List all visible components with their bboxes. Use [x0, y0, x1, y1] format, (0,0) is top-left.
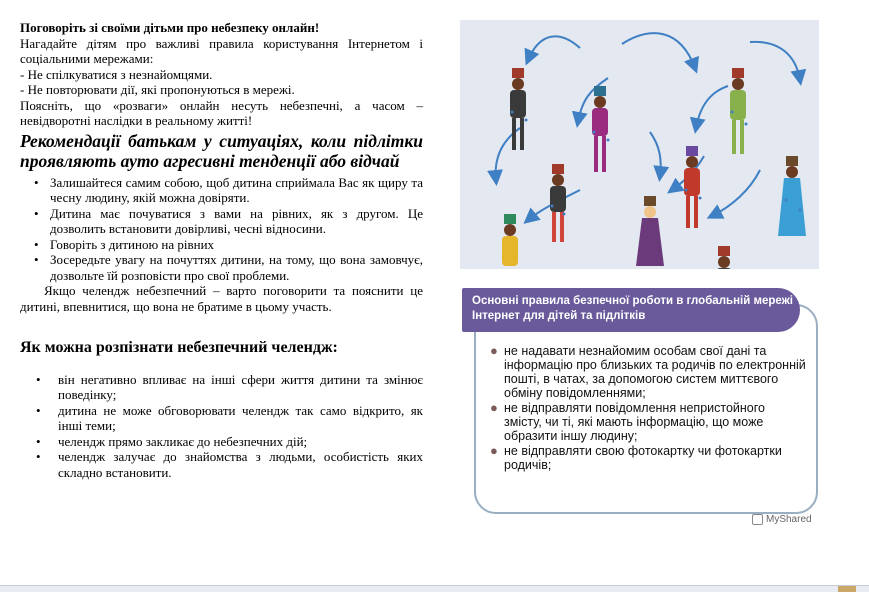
rules-list — [488, 344, 806, 473]
panel-title: Основні правила безпечної роботи в глобальній мережі Інтернет для дітей та підлітків — [472, 295, 794, 322]
list-item: • Зосередьте увагу на почуттях дитини, на тому, що вона замовчує, дозвольте їй розповісти про свої проблеми. — [34, 252, 423, 283]
person-figures — [502, 68, 806, 269]
people-pouring-ice-bucket-illustration — [460, 20, 819, 269]
list-item: ● не надавати незнайомим особам свої дані та інформацію про близьких та родичів по електронній пошті, в чатах, за допомогою систем миттєвого обміну повідомленнями; — [490, 343, 806, 400]
recommendations-list — [20, 175, 423, 284]
recommendations-title: Рекомендації батькам у ситуаціях, коли підлітки проявляють ауто агресивні тенденції або відчай — [20, 130, 423, 171]
safety-rules-panel — [462, 288, 818, 526]
signs-list — [20, 372, 423, 481]
list-item: ● не відправляти свою фотокартку чи фотокартки родичів; — [490, 443, 782, 472]
bullet-dot-icon: • — [36, 371, 41, 387]
bullet-dot-icon: • — [34, 205, 39, 221]
rule-line: - Не спілкуватися з незнайомцями. — [20, 66, 213, 82]
heading: Поговоріть зі своїми дітьми про небезпеку онлайн! — [20, 20, 320, 35]
watermark: MyShared — [752, 514, 812, 525]
list-item: • челендж залучає до знайомства з людьми, особистість яких складно встановити. — [36, 449, 423, 480]
scrollbar-thumb[interactable] — [838, 586, 856, 592]
intro-text: Нагадайте дітям про важливі правила користування Інтернетом і соціальними мережами: — [20, 35, 423, 66]
bullet-dot-icon: ● — [490, 400, 498, 415]
bullet-dot-icon: • — [36, 449, 41, 464]
bullet-dot-icon: • — [34, 236, 39, 252]
bullet-dot-icon: • — [36, 402, 41, 418]
list-item: ● не відправляти повідомлення непристойного змісту, чи ті, які мають інформацію, що може образити іншу людину; — [490, 400, 765, 443]
article-text — [20, 20, 423, 480]
myshared-logo-icon — [752, 514, 763, 525]
bullet-dot-icon: ● — [490, 443, 498, 458]
bullet-dot-icon: • — [34, 252, 39, 267]
list-item: • Залишайтеся самим собою, щоб дитина сприймала Вас як щиру та чесну людину, якій можна довіряти. — [34, 174, 423, 205]
bullet-dot-icon: • — [34, 174, 39, 190]
illustration-graphic — [460, 20, 819, 269]
list-item: • Дитина має почуватися з вами на рівних, як з другом. Це дозволить встановити довірливі, чесні відносини. — [34, 205, 423, 236]
list-item: • він негативно впливає на інші сфери життя дитини та змінює поведінку; — [36, 371, 423, 402]
bullet-dot-icon: • — [36, 433, 41, 449]
list-item: • челендж прямо закликає до небезпечних дій; — [36, 433, 308, 449]
challenge-paragraph: Якщо челендж небезпечний – варто поговорити та пояснити це дитині, впевнитися, що вона не братиме в цьому участь. — [20, 283, 423, 314]
explain-text: Поясніть, що «розваги» онлайн несуть небезпечні, а часом – невідворотні наслідки в реальному житті! — [20, 97, 423, 128]
panel-header — [462, 288, 800, 332]
rule-line: - Не повторювати дії, які пропонуються в мережі. — [20, 82, 295, 97]
list-item: • Говоріть з дитиною на рівних — [34, 236, 215, 252]
bullet-dot-icon: ● — [490, 343, 498, 358]
section-heading: Як можна розпізнати небезпечний челендж: — [20, 339, 338, 356]
list-item: • дитина не може обговорювати челендж так само відкрито, як інші теми; — [36, 402, 423, 433]
